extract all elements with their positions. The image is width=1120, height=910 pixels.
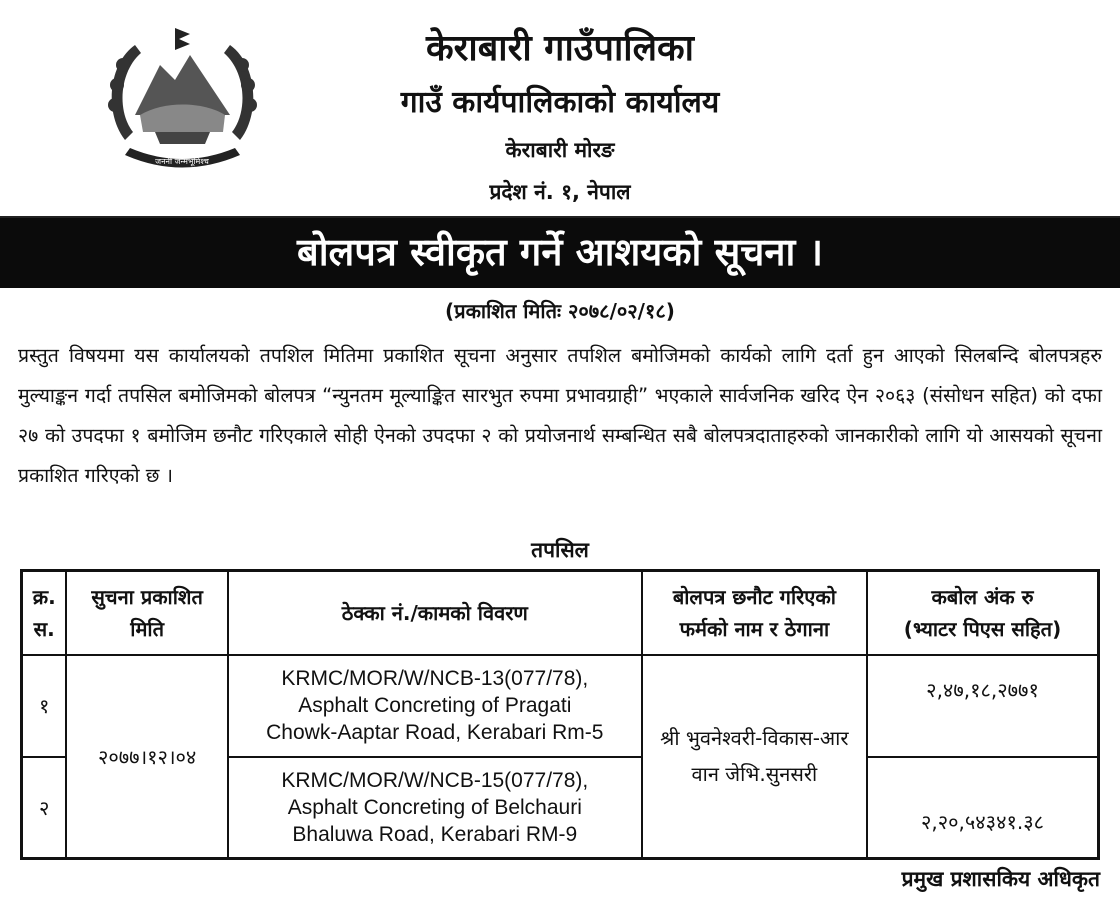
header-sn-line1: क्र. — [32, 584, 56, 609]
header-amount — [867, 571, 1098, 655]
table-header-row — [22, 571, 1099, 655]
office-name: गाउँ कार्यपालिकाको कार्यालय — [400, 85, 720, 120]
published-date: (प्रकाशित मितिः २०७८/०२/१८) — [445, 299, 675, 323]
header-sn-line2: स. — [33, 616, 55, 641]
header-date-line2: मिति — [130, 616, 165, 641]
work-line: Asphalt Concreting of Pragati — [298, 694, 572, 717]
header-amount-line2: (भ्याटर पिएस सहित) — [903, 616, 1062, 641]
header-work: ठेक्का नं./कामको विवरण — [228, 571, 642, 655]
work-description — [228, 655, 642, 757]
work-line: KRMC/MOR/W/NCB-15(077/78), — [281, 768, 589, 792]
award-table — [20, 569, 1100, 860]
header-firm — [642, 571, 867, 655]
signatory: प्रमुख प्रशासकिय अधिकृत — [901, 867, 1100, 891]
notice-body: प्रस्तुत विषयमा यस कार्यालयको तपशिल मितिमा प्रकाशित सूचना अनुसार तपशिल बमोजिमको कार्यको लागि दर्ता हुन आएको सिलबन्दि बोलपत्रहरु मुल्याङ्कन गर्दा तपसिल बमोजिमको बोलपत्र “न्युनतम मूल्याङ्कित सारभुत रुपमा प्रभावग्राही” भएकाले सार्वजनिक खरिद ऐन २०६३ (संसोधन सहित) को दफा २७ को उपदफा १ बमोजिम छनौट गरिएकाले सोही ऐनको उपदफा २ को प्रयोजनार्थ सम्बन्धित सबै बोलपत्रदाताहरुको जानकारीको लागि यो आसयको सूचना प्रकाशित गरिएको छ । — [18, 344, 1102, 487]
work-line: Bhaluwa Road, Kerabari RM-9 — [292, 822, 578, 846]
annex-title: तपसिल — [531, 538, 589, 562]
table-row — [22, 655, 1099, 757]
work-line: KRMC/MOR/W/NCB-13(077/78), — [281, 667, 589, 690]
header-date — [66, 571, 227, 655]
work-line: Chowk-Aaptar Road, Kerabari Rm-5 — [266, 721, 604, 744]
header-firm-line1: बोलपत्र छनौट गरिएको — [672, 584, 836, 609]
published-date-cell: २०७७।१२।०४ — [66, 655, 227, 859]
work-description — [228, 757, 642, 859]
bid-amount: २,४७,१८,२७७१ — [867, 655, 1098, 757]
notice-title: बोलपत्र स्वीकृत गर्ने आशयको सूचना । — [297, 230, 823, 274]
org-name: केराबारी गाउँपालिका — [426, 28, 694, 69]
location: केराबारी मोरङ — [505, 138, 615, 162]
row-sn: २ — [22, 757, 67, 859]
selected-firm: श्री भुवनेश्वरी-विकास-आर वान जेभि.सुनसरी — [642, 655, 867, 859]
province: प्रदेश नं. १, नेपाल — [489, 180, 631, 204]
header-sn — [22, 571, 67, 655]
svg-text:जननी जन्मभूमिश्च: जननी जन्मभूमिश्च — [155, 157, 209, 166]
header-firm-line2: फर्मको नाम र ठेगाना — [679, 616, 830, 641]
work-line: Asphalt Concreting of Belchauri — [287, 795, 582, 819]
nepal-emblem-logo — [95, 20, 270, 180]
header-date-line1: सुचना प्रकाशित — [91, 584, 203, 609]
bid-amount: २,२०,५४३४१.३८ — [867, 757, 1098, 859]
row-sn: १ — [22, 655, 67, 757]
header-amount-line1: कबोल अंक रु — [931, 584, 1034, 609]
